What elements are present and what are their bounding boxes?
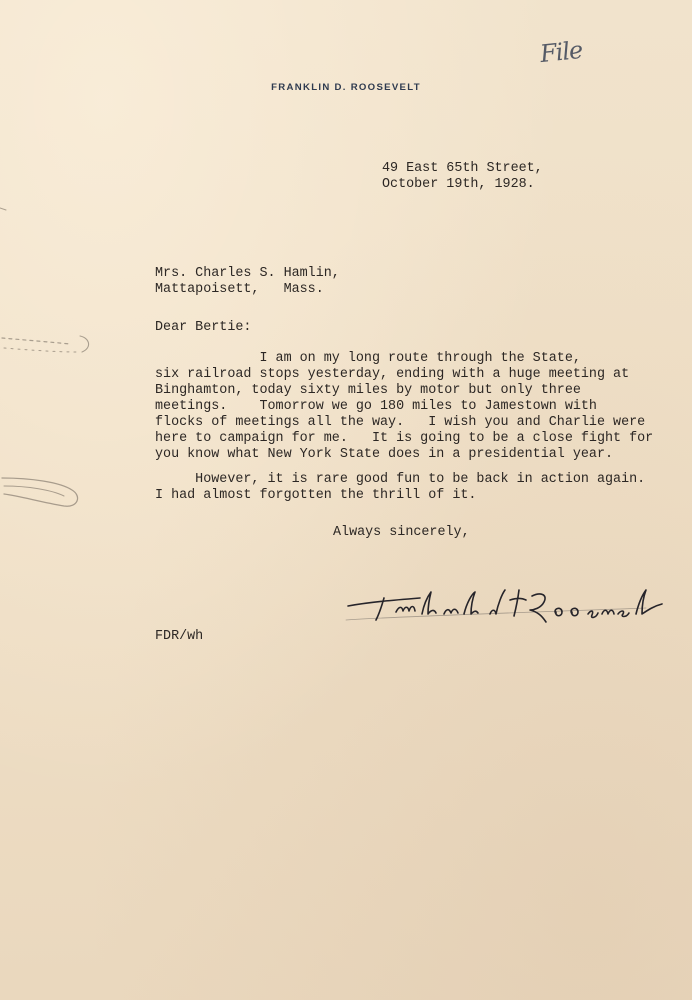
- paper-clip-marks: [0, 0, 110, 560]
- recipient-block: [155, 266, 340, 298]
- recipient-name: Mrs. Charles S. Hamlin,: [155, 266, 340, 281]
- typist-initials: FDR/wh: [155, 629, 204, 644]
- body-paragraph-1: [155, 351, 653, 463]
- body-paragraph-2: [155, 472, 645, 504]
- paragraph-line: I am on my long route through the State,: [155, 351, 581, 366]
- sender-address: [382, 161, 543, 193]
- paragraph-line: flocks of meetings all the way. I wish you and Charlie were: [155, 415, 646, 430]
- paragraph-line: Binghamton, today sixty miles by motor but only three: [155, 383, 581, 398]
- paragraph-line: here to campaign for me. It is going to be a close fight for: [155, 431, 654, 446]
- paragraph-line: meetings. Tomorrow we go 180 miles to Jamestown with: [155, 399, 597, 414]
- address-street: 49 East 65th Street,: [382, 161, 543, 176]
- letterhead: FRANKLIN D. ROOSEVELT: [271, 82, 421, 93]
- handwritten-file-note: File: [538, 35, 584, 69]
- paragraph-line: six railroad stops yesterday, ending with a huge meeting at: [155, 367, 630, 382]
- salutation: Dear Bertie:: [155, 320, 252, 335]
- paragraph-line: you know what New York State does in a presidential year.: [155, 447, 614, 462]
- paragraph-line: However, it is rare good fun to be back in action again.: [155, 472, 646, 487]
- signature: [340, 560, 680, 640]
- letter-date: October 19th, 1928.: [382, 177, 535, 192]
- closing: Always sincerely,: [333, 525, 470, 540]
- recipient-location: Mattapoisett, Mass.: [155, 282, 324, 297]
- paragraph-line: I had almost forgotten the thrill of it.: [155, 488, 477, 503]
